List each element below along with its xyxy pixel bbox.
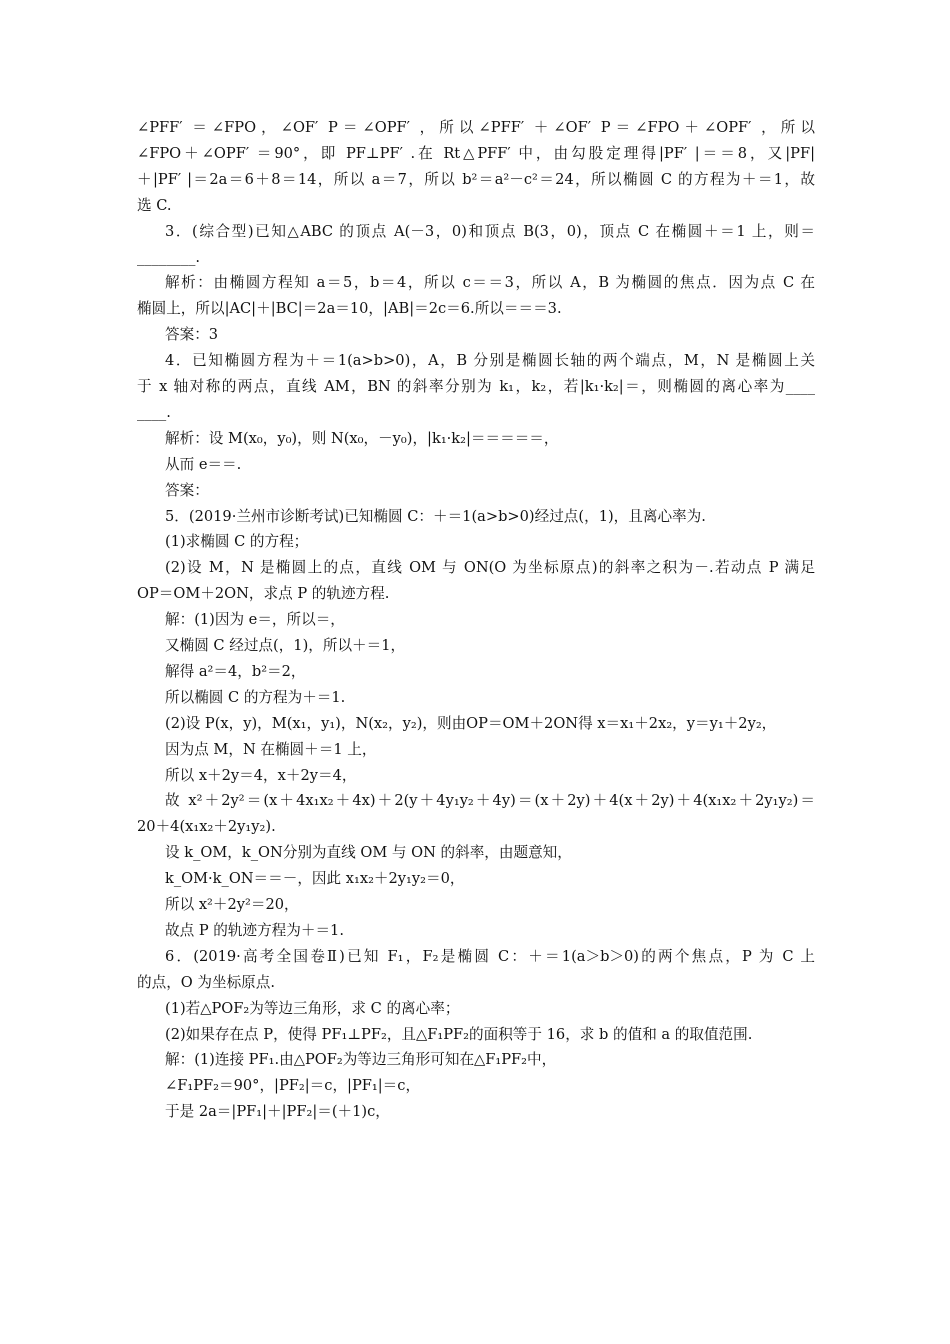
text-line: 选 C.	[137, 196, 172, 214]
text-line: 所以 x²＋2y²＝20，	[165, 896, 299, 913]
text-line: 故点 P 的轨迹方程为＋＝1.	[165, 921, 344, 939]
text-line: ∠PFF′ ＝∠FPO，∠OF′ P＝∠OPF′ ，所以∠PFF′ ＋∠OF′ P＝∠FPO＋∠OPF′ ，所以	[137, 119, 815, 136]
text-line: 椭圆上，所以|AC|＋|BC|＝2a＝10，|AB|＝2c＝6.所以＝＝＝3.	[137, 300, 562, 318]
text-line: (2)设 P(x，y)，M(x₁，y₁)，N(x₂，y₂)，则由OP＝OM＋2ON得 x＝x₁＋2x₂，y＝y₁＋2y₂，	[165, 714, 777, 732]
text-line: 于 x 轴对称的两点，直线 AM，BN 的斜率分别为 k₁，k₂，若|k₁·k₂|＝，则椭圆的离心率为____	[137, 378, 815, 395]
text-line: 于是 2a＝|PF₁|＋|PF₂|＝(＋1)c，	[165, 1103, 390, 1121]
text-line: OP＝OM＋2ON，求点 P 的轨迹方程.	[137, 585, 390, 603]
text-line: 解得 a²＝4，b²＝2，	[165, 662, 306, 680]
text-line: (1)若△POF₂为等边三角形，求 C 的离心率；	[165, 999, 460, 1017]
text-line: 又椭圆 C 经过点(，1)，所以＋＝1，	[165, 637, 406, 654]
text-line: 答案：	[165, 481, 209, 499]
text-line: (2)设 M，N 是椭圆上的点，直线 OM 与 ON(O 为坐标原点)的斜率之积为－.若动点 P 满足	[165, 559, 815, 577]
text-line: 解析：设 M(x₀，y₀)，则 N(x₀，－y₀)，|k₁·k₂|＝＝＝＝＝，	[165, 429, 559, 447]
text-line: 因为点 M，N 在椭圆＋＝1 上，	[165, 740, 377, 758]
text-line: ∠FPO＋∠OPF′ ＝90°，即 PF⊥PF′ .在 Rt△PFF′ 中，由勾股定理得|PF′ |＝＝8，又|PF|	[137, 144, 815, 162]
text-line: 答案：3	[165, 326, 219, 344]
text-line: (1)求椭圆 C 的方程；	[165, 533, 309, 551]
text-line: ∠F₁PF₂＝90°，|PF₂|＝c，|PF₁|＝c，	[165, 1077, 421, 1095]
text-line: ____.	[137, 403, 171, 421]
text-line: (2)如果存在点 P，使得 PF₁⊥PF₂，且△F₁PF₂的面积等于 16，求 b 的值和 a 的取值范围.	[165, 1025, 753, 1043]
text-line: 20＋4(x₁x₂＋2y₁y₂).	[137, 818, 276, 836]
text-line: ________.	[137, 248, 201, 266]
text-line: 从而 e＝＝.	[165, 455, 242, 473]
text-line: 所以 x＋2y＝4，x＋2y＝4，	[165, 766, 357, 784]
text-line: 的点，O 为坐标原点.	[137, 973, 275, 991]
text-line: 6．(2019·高考全国卷Ⅱ)已知 F₁，F₂是椭圆 C：＋＝1(a＞b＞0)的两个焦点，P 为 C 上	[165, 947, 815, 965]
text-line: 解析：由椭圆方程知 a＝5，b＝4，所以 c＝＝3，所以 A，B 为椭圆的焦点．因为点 C 在	[165, 274, 815, 292]
text-line: 5．(2019·兰州市诊断考试)已知椭圆 C：＋＝1(a>b>0)经过点(，1)，且离心率为.	[165, 507, 706, 525]
text-line: 解：(1)连接 PF₁.由△POF₂为等边三角形可知在△F₁PF₂中，	[165, 1051, 557, 1069]
text-line: ＋|PF′ |＝2a＝6＋8＝14，所以 a＝7，所以 b²＝a²－c²＝24，所以椭圆 C 的方程为＋＝1，故	[137, 170, 815, 188]
text-line: 设 k_OM，k_ON分别为直线 OM 与 ON 的斜率，由题意知，	[165, 844, 572, 862]
text-line: 所以椭圆 C 的方程为＋＝1.	[165, 688, 346, 706]
text-line: k_OM·k_ON＝＝－，因此 x₁x₂＋2y₁y₂＝0，	[165, 870, 465, 888]
text-line: 故 x²＋2y²＝(x＋4x₁x₂＋4x)＋2(y＋4y₁y₂＋4y)＝(x＋2y)＋4(x＋2y)＋4(x₁x₂＋2y₁y₂)＝	[165, 792, 815, 810]
text-line: 解：(1)因为 e＝，所以＝，	[165, 611, 345, 629]
text-line: 3．(综合型)已知△ABC 的顶点 A(－3，0)和顶点 B(3，0)，顶点 C 在椭圆＋＝1 上，则＝	[165, 222, 815, 240]
text-line: 4．已知椭圆方程为＋＝1(a>b>0)，A，B 分别是椭圆长轴的两个端点，M，N 是椭圆上关	[165, 352, 815, 370]
